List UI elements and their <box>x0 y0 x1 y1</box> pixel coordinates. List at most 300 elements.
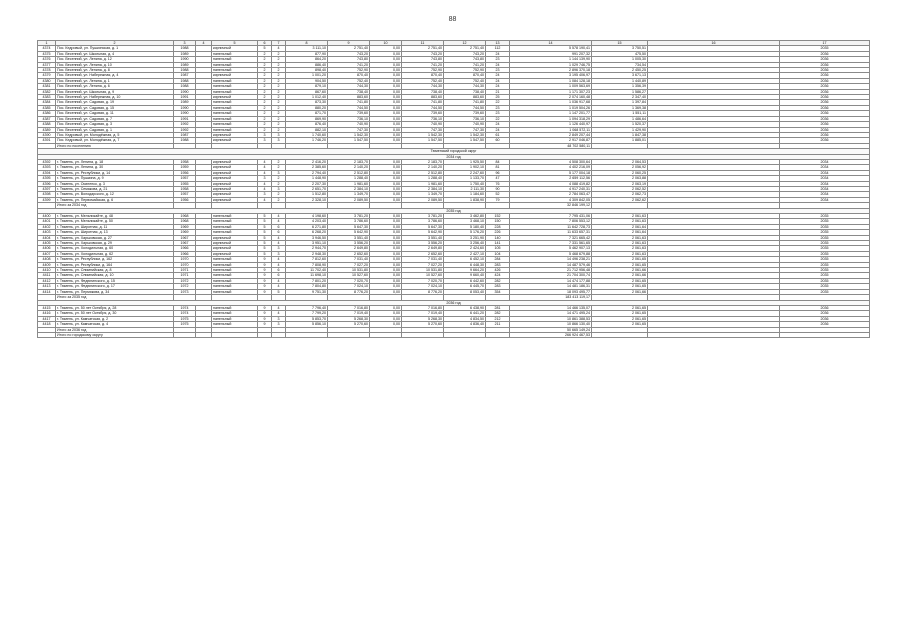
table-cell: 2 <box>258 111 272 116</box>
table-cell: 1957 <box>174 192 196 197</box>
table-cell: кирпичный <box>212 46 258 51</box>
table-cell: 1971 <box>174 273 196 278</box>
table-cell: 1989 <box>174 62 196 67</box>
table-cell: 738,40 <box>328 89 370 94</box>
register-sheet <box>37 40 869 338</box>
table-cell: 0,00 <box>370 262 402 267</box>
table-cell: панельный <box>212 84 258 89</box>
table-cell <box>258 332 272 337</box>
table-cell: 9 <box>258 311 272 316</box>
table-cell: 140 <box>486 235 510 240</box>
table-cell: г. Тюмень, ул. Федюнинского, д. 15 <box>56 278 174 283</box>
table-cell: 3 462,80 <box>444 214 486 219</box>
table-cell: кирпичный <box>212 251 258 256</box>
table-cell: 3 <box>272 322 286 327</box>
table-cell: 739,60 <box>402 111 444 116</box>
table-cell: Пос. Кедровый, ул. Молодёжная, д. 7 <box>56 138 174 143</box>
table-cell: 864,20 <box>286 57 328 62</box>
table-cell: 744,50 <box>402 105 444 110</box>
table-cell: 2 424,60 <box>444 246 486 251</box>
table-cell: 4408 <box>38 257 56 262</box>
column-number: 6 <box>258 41 272 46</box>
table-cell: 1988 <box>174 84 196 89</box>
table-cell: панельный <box>212 219 258 224</box>
table-cell: 738,40 <box>402 89 444 94</box>
table-cell: 4 203,40 <box>286 219 328 224</box>
table-cell: 3 256,40 <box>444 241 486 246</box>
table-cell: 0,00 <box>370 219 402 224</box>
table-cell: 2 <box>258 127 272 132</box>
table-cell: 2 <box>272 116 286 121</box>
table-cell: 1972 <box>174 284 196 289</box>
table-cell: 2 <box>272 78 286 83</box>
table-cell: 1 094 318,29 <box>510 116 592 121</box>
table-cell: 3 750,51 <box>592 46 648 51</box>
table-cell: 24 <box>486 122 510 127</box>
column-number: 14 <box>510 41 592 46</box>
table-cell: Пос. Весенний, ул. Садовая, д. 1 <box>56 127 174 132</box>
table-cell: 5 270,60 <box>402 322 444 327</box>
table-cell: 2034 <box>780 165 870 170</box>
table-cell: 734,54 <box>592 62 648 67</box>
column-number: 5 <box>212 41 258 46</box>
table-cell: 2034 <box>780 170 870 175</box>
table-cell: 6 448,30 <box>444 262 486 267</box>
table-cell: 96 <box>486 170 510 175</box>
table-cell: 5 856,10 <box>286 322 328 327</box>
table-cell: 0,00 <box>370 284 402 289</box>
table-cell: 2 140,20 <box>402 165 444 170</box>
table-cell: 24 <box>486 127 510 132</box>
table-cell: 7 806 553,12 <box>510 219 592 224</box>
table-cell: 747,30 <box>402 127 444 132</box>
table-cell: 47 <box>486 176 510 181</box>
table-cell <box>272 332 286 337</box>
table-cell: кирпичный <box>212 159 258 164</box>
table-cell: 2 062,73 <box>592 192 648 197</box>
table-cell: 3 <box>272 251 286 256</box>
table-cell: 739,60 <box>328 111 370 116</box>
table-cell: г. Тюмень, ул. Ленина, д. 18 <box>56 159 174 164</box>
table-cell: 1990 <box>174 57 196 62</box>
table-cell: 2 512,80 <box>402 170 444 175</box>
table-cell: 0,00 <box>370 57 402 62</box>
table-cell: 743,20 <box>402 51 444 56</box>
table-cell: 2 652,60 <box>402 251 444 256</box>
table-cell: 3 556,20 <box>402 241 444 246</box>
table-cell: 2 <box>272 165 286 170</box>
table-cell: 4 508 300,64 <box>510 159 592 164</box>
table-cell: 79 <box>486 197 510 202</box>
table-cell: 1 356,39 <box>592 84 648 89</box>
table-cell: 0,00 <box>370 289 402 294</box>
table-cell: 105 <box>486 246 510 251</box>
table-cell: 228 <box>486 224 510 229</box>
table-cell: 739,60 <box>444 111 486 116</box>
table-cell: 3 111,10 <box>286 46 328 51</box>
table-cell: 879,10 <box>286 84 328 89</box>
table-cell: 2 <box>272 192 286 197</box>
table-cell: 3 <box>272 246 286 251</box>
table-cell: 9 <box>258 278 272 283</box>
table-cell: 2 <box>272 100 286 105</box>
table-cell: 4 <box>272 235 286 240</box>
table-cell: 6 <box>272 273 286 278</box>
table-cell: 2036 <box>780 78 870 83</box>
table-cell: 3 786,60 <box>402 219 444 224</box>
table-cell: 5 <box>258 241 272 246</box>
table-cell: 24 <box>486 62 510 67</box>
table-cell: 426 <box>486 268 510 273</box>
table-cell: 4398 <box>38 192 56 197</box>
table-cell: 741,80 <box>444 100 486 105</box>
table-cell: кирпичный <box>212 170 258 175</box>
table-cell: 23 <box>486 68 510 73</box>
table-cell: 747,30 <box>328 127 370 132</box>
table-cell: 1 750,40 <box>444 181 486 186</box>
table-cell: 4387 <box>38 116 56 121</box>
table-cell: 2 061,64 <box>592 230 648 235</box>
table-cell: 3 <box>272 138 286 143</box>
table-cell: 1 586,27 <box>592 89 648 94</box>
table-cell: 5 <box>258 46 272 51</box>
table-cell: 1956 <box>174 197 196 202</box>
table-cell: 2035 <box>780 262 870 267</box>
table-cell: 5 268,30 <box>402 316 444 321</box>
table-cell: 2 <box>258 78 272 83</box>
table-cell: 1 147 201,77 <box>510 111 592 116</box>
table-cell: 6 <box>272 268 286 273</box>
table-cell: 0,00 <box>370 73 402 78</box>
table-cell: г. Тюмень, ул. Мельникайте, д. 50 <box>56 219 174 224</box>
table-cell: Пос. Весенний, ул. Ленина, д. 6 <box>56 84 174 89</box>
table-cell: 2 <box>258 100 272 105</box>
table-cell: 1 012,40 <box>286 95 328 100</box>
table-cell: 0,00 <box>370 122 402 127</box>
table-cell: 0,00 <box>370 230 402 235</box>
table-cell: 752,90 <box>328 68 370 73</box>
table-cell: 0,00 <box>370 165 402 170</box>
table-cell: 4 <box>272 214 286 219</box>
table-cell: 3 <box>258 176 272 181</box>
table-cell: 1974 <box>174 311 196 316</box>
table-cell: 14 466 135,07 <box>510 305 592 310</box>
table-cell: 2036 <box>780 116 870 121</box>
table-cell: 4 836,40 <box>444 322 486 327</box>
table-cell: г. Тюмень, ул. Пермякова, д. 34 <box>56 289 174 294</box>
table-cell: 3 251,90 <box>444 235 486 240</box>
table-cell <box>648 332 780 337</box>
table-cell: 7 796,40 <box>286 305 328 310</box>
table-cell: 4 <box>272 219 286 224</box>
table-cell: кирпичный <box>212 241 258 246</box>
table-cell: 4392 <box>38 159 56 164</box>
table-cell: 2 <box>272 73 286 78</box>
table-cell: 9 <box>258 305 272 310</box>
table-cell: панельный <box>212 51 258 56</box>
table-cell: панельный <box>212 57 258 62</box>
table-cell: 0,00 <box>370 322 402 327</box>
table-cell: панельный <box>212 262 258 267</box>
table-cell: 2035 <box>780 278 870 283</box>
table-cell: 2036 <box>780 84 870 89</box>
table-cell: 1 551,11 <box>592 111 648 116</box>
table-cell: 3 <box>258 138 272 143</box>
table-cell: 2 416,20 <box>286 159 328 164</box>
table-cell: 2 <box>258 62 272 67</box>
table-cell: 2 652,60 <box>328 251 370 256</box>
table-cell: 1990 <box>174 89 196 94</box>
table-cell: 14 474 177,88 <box>510 278 592 283</box>
table-cell: 1991 <box>174 95 196 100</box>
table-cell: 7 808,90 <box>286 262 328 267</box>
table-cell <box>174 332 196 337</box>
table-cell: 0,00 <box>370 268 402 273</box>
table-cell: 752,40 <box>444 78 486 83</box>
table-cell: 744,30 <box>328 84 370 89</box>
table-cell: 2 <box>272 111 286 116</box>
table-cell: 4412 <box>38 278 56 283</box>
table-cell: 50 665 149,24 <box>510 327 592 332</box>
table-cell: 2036 <box>780 62 870 67</box>
table-cell: 8 776,20 <box>328 289 370 294</box>
table-cell: 5 <box>258 251 272 256</box>
table-cell: 1969 <box>174 230 196 235</box>
table-cell: 4 <box>272 311 286 316</box>
table-cell: 7 024,10 <box>328 284 370 289</box>
table-cell: 7 019,40 <box>328 311 370 316</box>
table-cell: 4384 <box>38 100 56 105</box>
table-cell: 2 <box>258 84 272 89</box>
table-cell: 883,60 <box>402 95 444 100</box>
table-cell: 81 <box>486 165 510 170</box>
table-cell: кирпичный <box>212 246 258 251</box>
table-cell: 6 452,10 <box>444 257 486 262</box>
table-cell: 0,00 <box>370 197 402 202</box>
table-cell: 738,40 <box>444 89 486 94</box>
table-cell: 1 288,40 <box>328 176 370 181</box>
table-cell: 2035 <box>780 224 870 229</box>
table-cell: 1988 <box>174 138 196 143</box>
table-cell: 0,00 <box>370 181 402 186</box>
table-cell: панельный <box>212 100 258 105</box>
table-cell: 7 019,40 <box>402 311 444 316</box>
table-cell: г. Тюмень, ул. Республики, д. 164 <box>56 262 174 267</box>
table-cell: 7 031,40 <box>328 257 370 262</box>
table-cell: 0,00 <box>370 51 402 56</box>
table-cell: 60 <box>486 138 510 143</box>
table-cell: 740,90 <box>328 122 370 127</box>
section-heading: 2036 год <box>38 300 870 305</box>
table-cell <box>444 332 486 337</box>
table-cell: 5 <box>258 224 272 229</box>
table-cell: панельный <box>212 268 258 273</box>
table-cell: 752,90 <box>402 68 444 73</box>
column-number: 10 <box>370 41 402 46</box>
table-cell: 2 659 112,56 <box>510 176 592 181</box>
table-cell: 2 061,65 <box>592 311 648 316</box>
table-cell: 0,00 <box>370 46 402 51</box>
table-cell: 2 <box>272 62 286 67</box>
table-cell: 4399 <box>38 197 56 202</box>
table-cell: 183 413 119,17 <box>510 295 592 300</box>
table-cell: 4394 <box>38 170 56 175</box>
table-cell: 1 902,10 <box>444 165 486 170</box>
table-cell: 4395 <box>38 176 56 181</box>
table-cell: 1966 <box>174 251 196 256</box>
table-cell: 1 009 563,69 <box>510 84 592 89</box>
table-cell: 6 441,20 <box>444 311 486 316</box>
table-cell: 1 036 917,68 <box>510 100 592 105</box>
table-cell: 2036 <box>780 95 870 100</box>
table-cell: 266 924 467,53 <box>510 332 592 337</box>
table-cell: панельный <box>212 116 258 121</box>
table-cell: 1968 <box>174 214 196 219</box>
table-cell: 2 060,25 <box>592 170 648 175</box>
table-cell: 2034 <box>780 197 870 202</box>
table-cell <box>328 332 370 337</box>
table-cell: 7 016,80 <box>328 305 370 310</box>
table-cell: г. Тюмень, ул. Харьковская, д. 27 <box>56 235 174 240</box>
table-cell: 0,00 <box>370 68 402 73</box>
table-cell: 23 <box>486 57 510 62</box>
table-cell: 2 <box>272 159 286 164</box>
table-cell: 4380 <box>38 78 56 83</box>
table-cell: 2 948,30 <box>286 251 328 256</box>
table-cell: 2 063,88 <box>592 176 648 181</box>
table-cell: 10 527,60 <box>402 273 444 278</box>
table-cell: г. Тюмень, ул. Пушкина, д. 9 <box>56 176 174 181</box>
table-cell: 2034 <box>780 192 870 197</box>
table-cell: 1966 <box>174 246 196 251</box>
table-cell: 752,90 <box>444 68 486 73</box>
table-cell: 1 440,89 <box>592 78 648 83</box>
table-cell: 2036 <box>780 68 870 73</box>
table-cell: 0,00 <box>370 186 402 191</box>
table-cell: 0,00 <box>370 116 402 121</box>
table-cell: 1957 <box>174 176 196 181</box>
table-cell: 741,80 <box>402 100 444 105</box>
table-cell: 2 <box>272 89 286 94</box>
table-cell: 1969 <box>174 224 196 229</box>
table-cell: 3 <box>258 132 272 137</box>
table-cell: 2 384,10 <box>328 186 370 191</box>
table-cell <box>402 332 444 337</box>
table-cell: 0,00 <box>370 95 402 100</box>
table-cell: 4 <box>258 197 272 202</box>
table-cell: 6 268,20 <box>286 230 328 235</box>
table-cell: панельный <box>212 122 258 127</box>
table-cell: 4404 <box>38 235 56 240</box>
table-cell: 867,60 <box>286 89 328 94</box>
table-cell: 1992 <box>174 127 196 132</box>
table-cell: 1959 <box>174 165 196 170</box>
table-cell: 1958 <box>174 159 196 164</box>
table-cell: 2 061,65 <box>592 257 648 262</box>
table-cell: 0,00 <box>370 100 402 105</box>
table-cell: панельный <box>212 311 258 316</box>
table-cell: панельный <box>212 273 258 278</box>
table-cell: 2035 <box>780 268 870 273</box>
table-cell: 1975 <box>174 316 196 321</box>
table-cell: 4376 <box>38 57 56 62</box>
table-cell: 2 917 046,87 <box>510 138 592 143</box>
table-cell: 2 <box>258 95 272 100</box>
table-cell: 1 547,50 <box>444 138 486 143</box>
table-cell: панельный <box>212 111 258 116</box>
table-cell: 1 349,70 <box>402 192 444 197</box>
table-cell: 3 551,40 <box>328 235 370 240</box>
table-cell: 2 061,63 <box>592 214 648 219</box>
table-cell: 7 031,40 <box>402 257 444 262</box>
table-cell: 4 <box>258 165 272 170</box>
table-cell: г. Тюмень, ул. Холодильная, д. 62 <box>56 251 174 256</box>
table-cell: 1 746,20 <box>286 138 328 143</box>
table-cell: 1 133,70 <box>444 176 486 181</box>
table-cell: 1 429,90 <box>592 127 648 132</box>
table-cell: 22 <box>486 100 510 105</box>
table-cell: панельный <box>212 278 258 283</box>
table-cell: панельный <box>212 214 258 219</box>
table-cell: 2 794,40 <box>286 170 328 175</box>
table-cell: 744,50 <box>328 105 370 110</box>
table-cell: 2 061,65 <box>592 284 648 289</box>
table-cell: 21 712 956,48 <box>510 268 592 273</box>
table-cell: 4 <box>272 257 286 262</box>
table-cell: 1 925,50 <box>444 159 486 164</box>
column-number: 1 <box>38 41 56 46</box>
table-cell: 4381 <box>38 84 56 89</box>
table-cell: 2 <box>272 176 286 181</box>
table-cell: 6 <box>272 230 286 235</box>
table-cell: 4375 <box>38 51 56 56</box>
table-cell: 9 <box>258 268 272 273</box>
table-cell: 2036 <box>780 122 870 127</box>
table-cell: 2 512,80 <box>328 170 370 175</box>
table-cell: 2 061,63 <box>592 235 648 240</box>
table-cell: 22 <box>486 116 510 121</box>
table-cell: 883,60 <box>444 95 486 100</box>
table-cell: 6 438,90 <box>444 305 486 310</box>
table-cell: кирпичный <box>212 73 258 78</box>
table-cell: 743,80 <box>328 57 370 62</box>
table-cell: Итого за 2034 год <box>56 203 174 208</box>
table-cell: 475,50 <box>592 51 648 56</box>
table-cell: кирпичный <box>212 235 258 240</box>
table-cell: 1 838,90 <box>444 197 486 202</box>
table-cell: 4385 <box>38 105 56 110</box>
table-cell: 2 <box>272 127 286 132</box>
table-cell: 2 056,92 <box>592 165 648 170</box>
table-cell: Пос. Весенний, ул. Ленина, д. 12 <box>56 57 174 62</box>
table-cell: 2 450,25 <box>592 68 648 73</box>
column-number: 12 <box>444 41 486 46</box>
table-cell: 2035 <box>780 273 870 278</box>
table-cell: 6 445,70 <box>444 284 486 289</box>
table-cell: 0,00 <box>370 192 402 197</box>
table-cell: 2 063,19 <box>592 181 648 186</box>
table-cell: кирпичный <box>212 197 258 202</box>
table-cell: 4397 <box>38 186 56 191</box>
table-cell: 2 061,65 <box>592 305 648 310</box>
table-cell: 10 866 130,40 <box>510 322 592 327</box>
table-cell: г. Тюмень, ул. Харьковская, д. 29 <box>56 241 174 246</box>
table-cell: 9 751,30 <box>286 289 328 294</box>
table-cell: 5 642,90 <box>402 230 444 235</box>
table-cell: 2 061,65 <box>592 262 648 267</box>
table-cell: 1967 <box>174 241 196 246</box>
table-cell: 2 111,30 <box>444 186 486 191</box>
